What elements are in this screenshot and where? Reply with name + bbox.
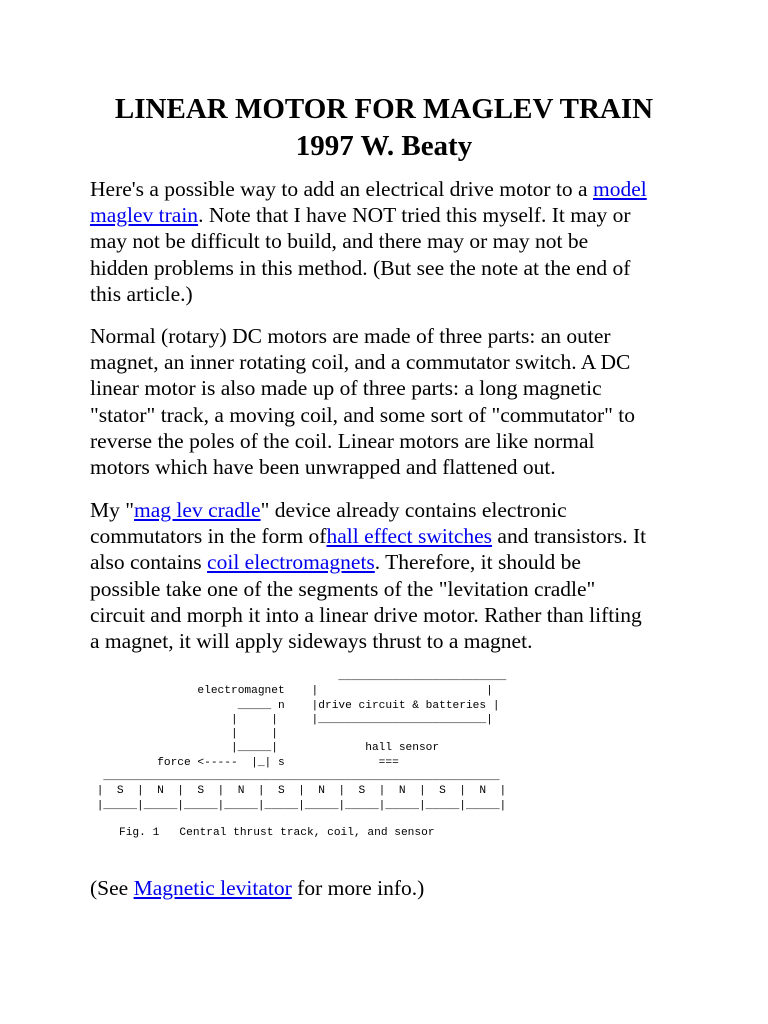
- dc-line-5: reverse the poles of the coil. Linear motors are like normal: [90, 428, 595, 453]
- intro-text: Here's a possible way to add an electrical drive motor to a: [90, 177, 593, 201]
- cradle-line-4: possible take one of the segments of the "levitation cradle": [90, 576, 596, 601]
- intro-paragraph: [90, 176, 700, 307]
- intro-line-3: may not be difficult to build, and there may or may not be: [90, 229, 589, 254]
- magnetic-levitator-link[interactable]: Magnetic levitator: [133, 876, 292, 900]
- cradle-text: and transistors. It: [492, 524, 647, 549]
- intro-line-1: [90, 176, 700, 202]
- see-also-text: for more info.): [291, 876, 425, 900]
- dc-line-4: "stator" track, a moving coil, and some sort of "commutator" to: [90, 402, 636, 427]
- see-also-paragraph: [90, 875, 700, 901]
- cradle-line-2: [90, 523, 700, 549]
- figure-caption: Fig. 1 Central thrust track, coil, and sensor: [119, 827, 435, 839]
- see-also-text: (See: [90, 876, 134, 900]
- dc-motor-paragraph: [90, 323, 700, 480]
- cradle-text: commutators in the form of: [90, 524, 327, 549]
- model-maglev-train-link-cont[interactable]: maglev train: [90, 203, 199, 228]
- intro-line-2: [90, 202, 700, 228]
- intro-line-4: hidden problems in this method. (But see the note at the end of: [90, 255, 631, 280]
- intro-line-5: this article.): [90, 281, 193, 306]
- hall-effect-switches-link[interactable]: hall effect switches: [326, 524, 493, 549]
- intro-text: . Note that I have NOT tried this myself. It may or: [198, 203, 631, 228]
- cradle-text: also contains: [90, 550, 208, 575]
- cradle-line-3: [90, 549, 700, 575]
- page-subtitle-author: 1997 W. Beaty: [295, 130, 473, 162]
- coil-electromagnets-link[interactable]: coil electromagnets: [207, 550, 375, 575]
- model-maglev-train-link[interactable]: model: [592, 177, 647, 201]
- dc-line-6: motors which have been unwrapped and flattened out.: [90, 455, 556, 480]
- cradle-text: My ": [90, 498, 135, 522]
- cradle-text: " device already contains electronic: [260, 498, 567, 522]
- mag-lev-cradle-link[interactable]: mag lev cradle: [134, 498, 261, 522]
- ascii-diagram-figure-1: _________________________ electromagnet | | _____ n |drive circuit & batteries | | | |_________________________| | | |_____| hall sensor force <----- |_| s === ___________________________________________________________ | S | N | S | N | S | N | S | N | S | N | |_____|_____|_____|_____|_____|_____|_____|_____|_____|_____|: [96, 671, 507, 812]
- see-also-line: [90, 875, 700, 901]
- dc-line-2: magnet, an inner rotating coil, and a commutator switch. A DC: [90, 350, 631, 375]
- cradle-text: . Therefore, it should be: [374, 550, 581, 575]
- cradle-line-6: a magnet, it will apply sideways thrust to a magnet.: [90, 629, 533, 654]
- dc-line-1: Normal (rotary) DC motors are made of three parts: an outer: [90, 324, 611, 348]
- cradle-paragraph: [90, 497, 700, 654]
- cradle-line-5: circuit and morph it into a linear drive motor. Rather than lifting: [90, 602, 642, 627]
- cradle-line-1: [90, 497, 700, 523]
- page-title: LINEAR MOTOR FOR MAGLEV TRAIN: [114, 93, 654, 125]
- dc-line-3: linear motor is also made up of three parts: a long magnetic: [90, 376, 602, 401]
